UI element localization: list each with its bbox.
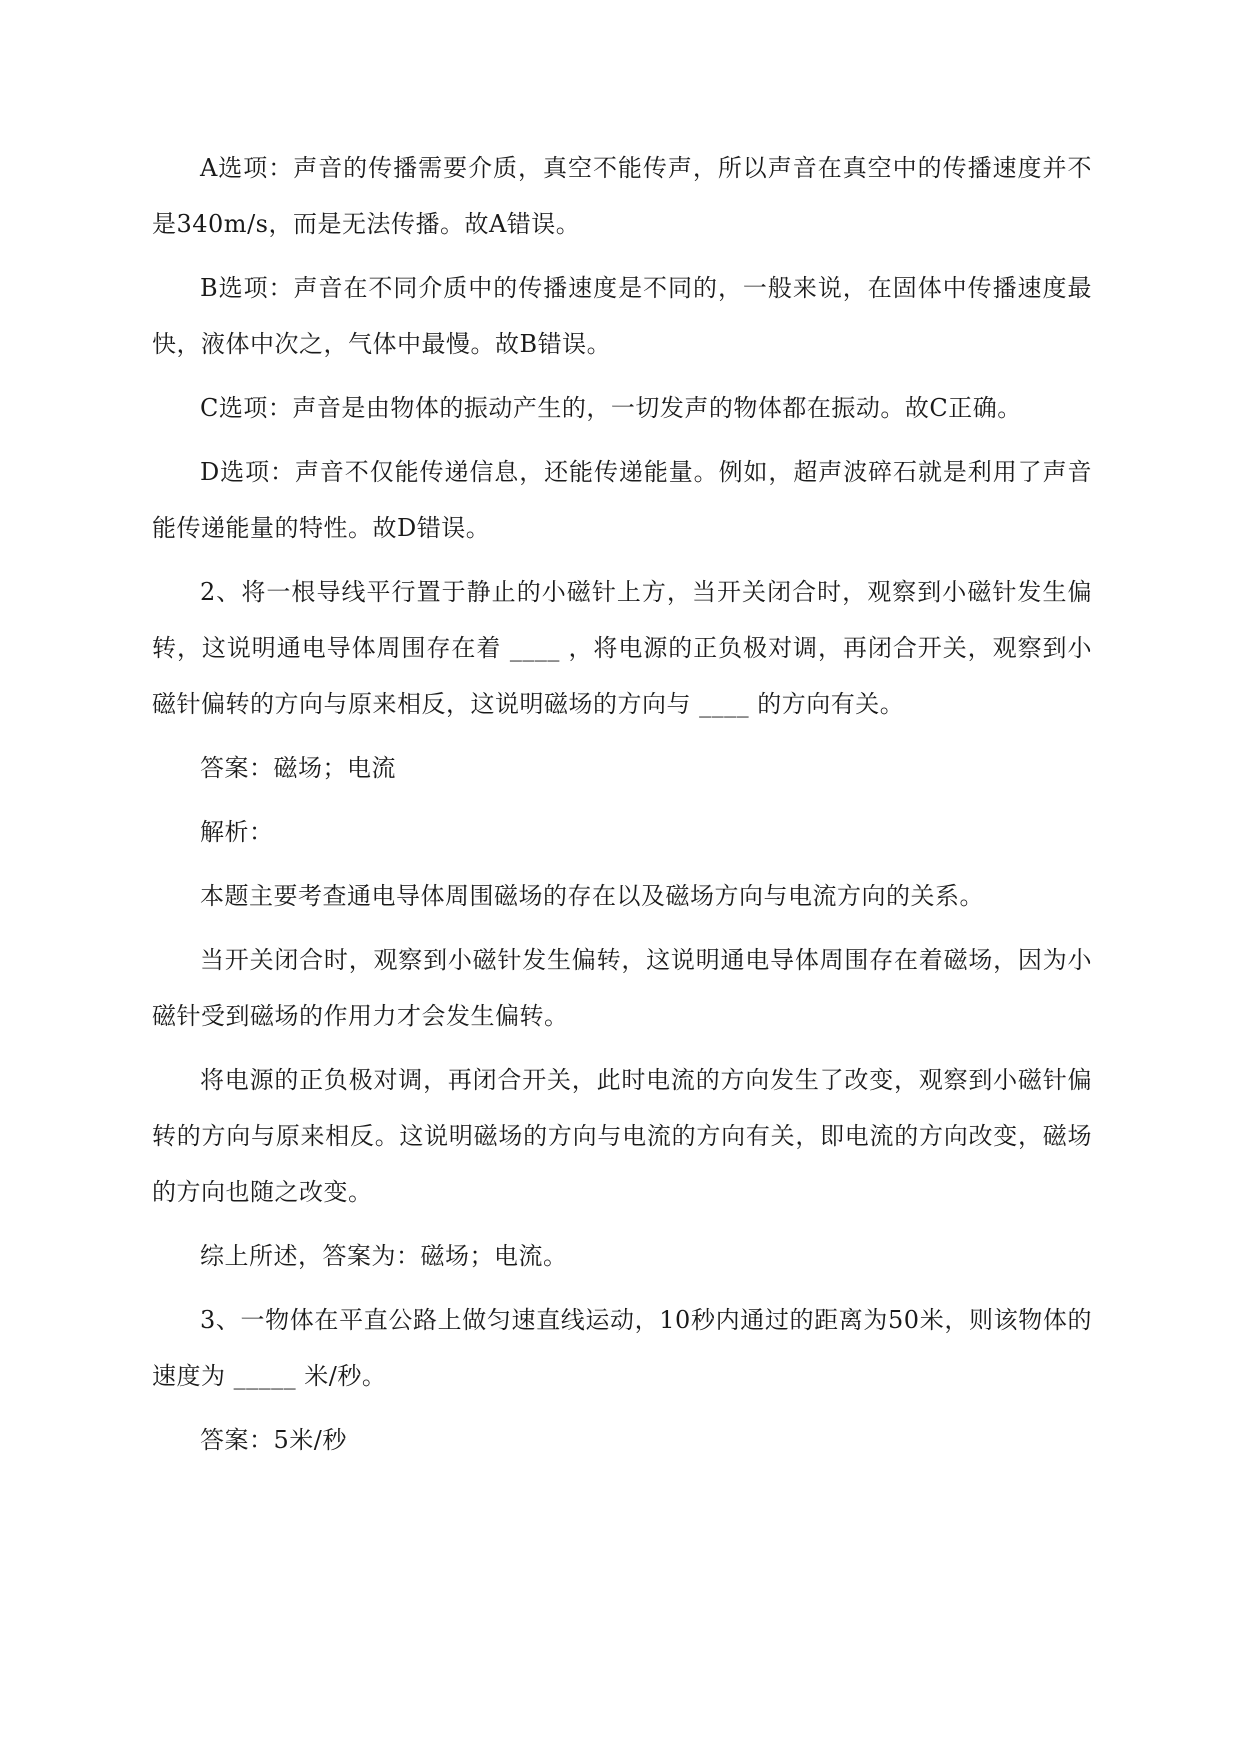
analysis-step-2: 将电源的正负极对调，再闭合开关，此时电流的方向发生了改变，观察到小磁针偏转的方向与原来相反。这说明磁场的方向与电流的方向有关，即电流的方向改变，磁场的方向也随之改变。: [152, 1066, 1092, 1206]
question-2: 2、将一根导线平行置于静止的小磁针上方，当开关闭合时，观察到小磁针发生偏转，这说明通电导体周围存在着 ____ ，将电源的正负极对调，再闭合开关，观察到小磁针偏转的方向与原来相反，这说明磁场的方向与 ____ 的方向有关。: [152, 578, 1092, 718]
question-3: 3、一物体在平直公路上做匀速直线运动，10秒内通过的距离为50米，则该物体的速度为 _____ 米/秒。: [152, 1306, 1092, 1390]
option-c-explanation: C选项：声音是由物体的振动产生的，一切发声的物体都在振动。故C正确。: [200, 394, 1022, 422]
question-3-answer: 答案：5米/秒: [200, 1426, 347, 1454]
question-2-answer: 答案：磁场；电流: [200, 754, 396, 782]
option-b-explanation: B选项：声音在不同介质中的传播速度是不同的，一般来说，在固体中传播速度最快，液体中次之，气体中最慢。故B错误。: [152, 274, 1092, 358]
document-body: [152, 140, 1092, 1476]
option-d-explanation: D选项：声音不仅能传递信息，还能传递能量。例如，超声波碎石就是利用了声音能传递能量的特性。故D错误。: [152, 458, 1092, 542]
analysis-intro: 本题主要考查通电导体周围磁场的存在以及磁场方向与电流方向的关系。: [200, 882, 984, 910]
analysis-heading: 解析：: [200, 818, 274, 846]
analysis-step-1: 当开关闭合时，观察到小磁针发生偏转，这说明通电导体周围存在着磁场，因为小磁针受到磁场的作用力才会发生偏转。: [152, 946, 1092, 1030]
option-a-explanation: A选项：声音的传播需要介质，真空不能传声，所以声音在真空中的传播速度并不是340m/s，而是无法传播。故A错误。: [152, 154, 1092, 238]
analysis-summary: 综上所述，答案为：磁场；电流。: [200, 1242, 568, 1270]
